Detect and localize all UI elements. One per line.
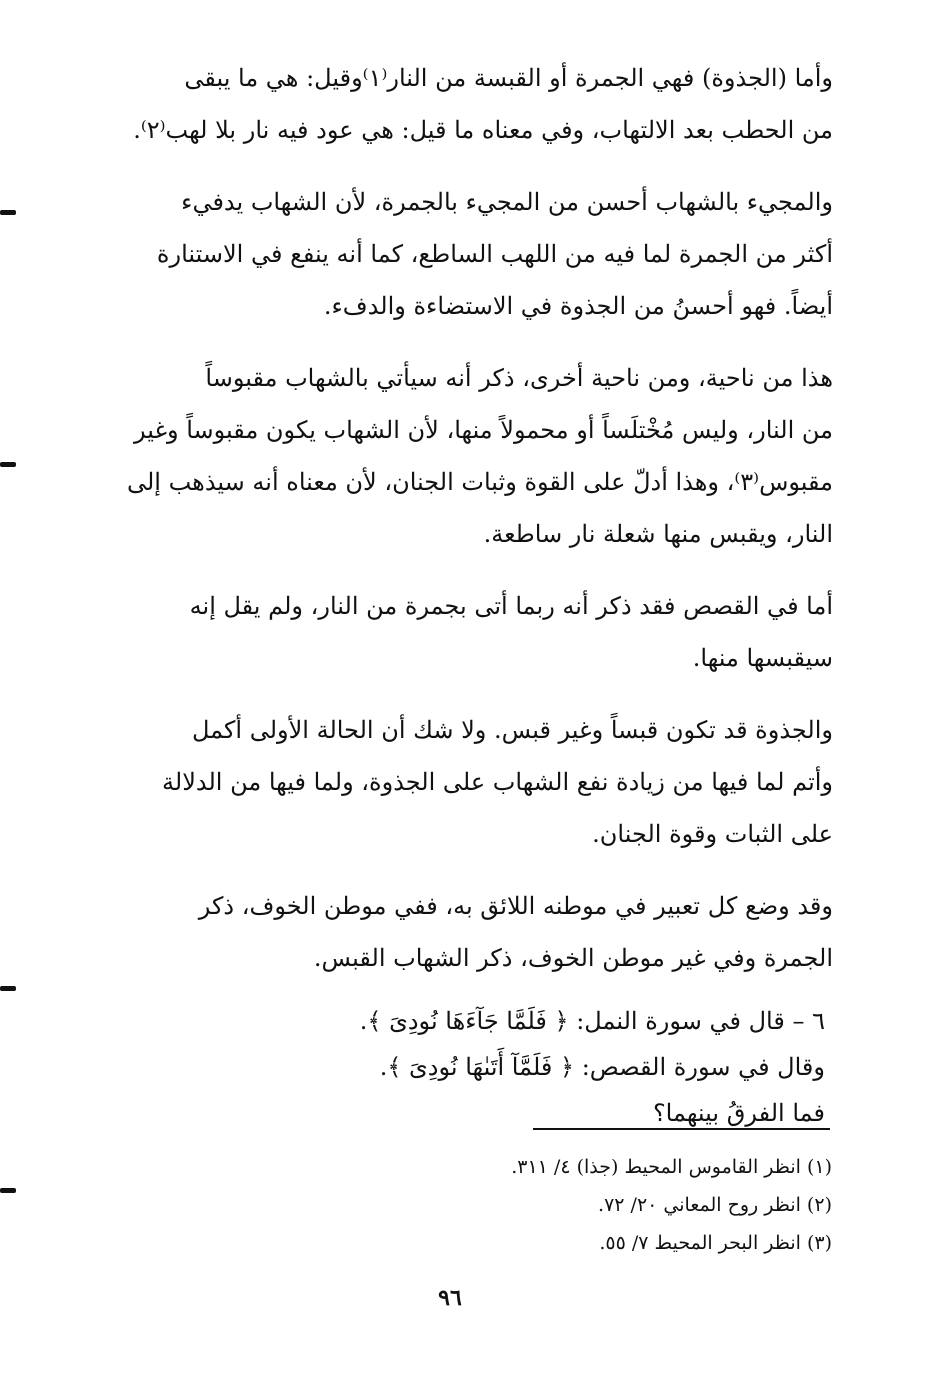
scan-edge-mark	[0, 210, 16, 215]
paragraph-context	[85, 880, 833, 984]
scan-edge-mark	[0, 462, 16, 467]
text-line: أكثر من الجمرة لما فيه من اللهب الساطع، كما أنه ينفع في الاستنارة	[156, 240, 833, 268]
text-line: وأما (الجذوة) فهي الجمرة أو القبسة من النار⁽١⁾وقيل: هي ما يبقى	[184, 64, 833, 92]
text-line: مقبوس⁽٣⁾، وهذا أدلّ على القوة وثبات الجنان، لأن معناه أنه سيذهب إلى	[126, 468, 833, 496]
text-line: سيقبسها منها.	[692, 644, 833, 672]
footnote-3: (٣) انظر البحر المحيط ٧/ ٥٥.	[599, 1232, 832, 1254]
paragraph-another-aspect	[85, 352, 833, 560]
text-line: وقد وضع كل تعبير في موطنه اللائق به، ففي موطن الخوف، ذكر	[198, 892, 833, 920]
paragraph-jadhwa-definition	[85, 52, 833, 156]
scan-edge-mark	[0, 1188, 16, 1193]
quran-comparison	[85, 998, 833, 1136]
text-line: والجذوة قد تكون قبساً وغير قبس. ولا شك أن الحالة الأولى أكمل	[191, 716, 833, 744]
scan-edge-mark	[0, 986, 16, 991]
quran-line-qasas: وقال في سورة القصص: ﴿ فَلَمَّآ أَتَىٰهَا نُودِىَ ﴾.	[379, 1053, 825, 1081]
text-line: الجمرة وفي غير موطن الخوف، ذكر الشهاب القبس.	[313, 944, 833, 972]
text-line: والمجيء بالشهاب أحسن من المجيء بالجمرة، لأن الشهاب يدفيء	[181, 188, 833, 216]
paragraph-qasas	[85, 580, 833, 684]
text-line: النار، ويقبس منها شعلة نار ساطعة.	[483, 520, 833, 548]
text-line: أيضاً. فهو أحسنُ من الجذوة في الاستضاءة والدفء.	[323, 292, 833, 320]
footnote-1: (١) انظر القاموس المحيط (جذا) ٤/ ٣١١.	[511, 1156, 832, 1178]
footnotes	[300, 1148, 832, 1262]
paragraph-shihab-vs-jamra	[85, 176, 833, 332]
text-line: هذا من ناحية، ومن ناحية أخرى، ذكر أنه سيأتي بالشهاب مقبوساً	[205, 364, 833, 392]
page-number: ٩٦	[438, 1285, 462, 1311]
footnote-2: (٢) انظر روح المعاني ٢٠/ ٧٢.	[598, 1194, 832, 1216]
quran-line-naml: ٦ – قال في سورة النمل: ﴿ فَلَمَّا جَآءَهَا نُودِىَ ﴾.	[359, 1007, 825, 1035]
paragraph-jadhwa-qabas	[85, 704, 833, 860]
text-line: أما في القصص فقد ذكر أنه ربما أتى بجمرة من النار، ولم يقل إنه	[189, 592, 833, 620]
footnote-separator	[533, 1128, 830, 1130]
text-line: من النار، وليس مُخْتلَساً أو محمولاً منها، لأن الشهاب يكون مقبوساً وغير	[133, 416, 833, 444]
question-line: فما الفرقُ بينهما؟	[652, 1099, 825, 1127]
page-body	[85, 52, 833, 1136]
text-line: وأتم لما فيها من زيادة نفع الشهاب على الجذوة، ولما فيها من الدلالة	[162, 768, 833, 796]
text-line: على الثبات وقوة الجنان.	[592, 820, 833, 848]
text-line: من الحطب بعد الالتهاب، وفي معناه ما قيل: هي عود فيه نار بلا لهب⁽٢⁾.	[133, 116, 833, 144]
